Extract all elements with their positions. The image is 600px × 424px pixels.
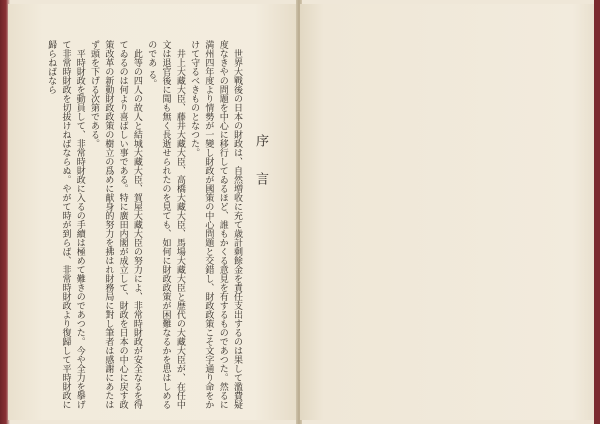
paragraph: 世界大戰後の日本の財政は、自然増收に充て歳計剩餘金を責任支出するのは果して濫費疑度なきやの問題を中心に移行してゐるほど、誰もかくる意見を有するものであつた。然るに満州四年度より情勢が一變し財政が國策の中心問題と交錯し、財政政策こそ文字通り命をかけて守るべきものとなつた。: [189, 40, 242, 409]
paragraph: 井上大藏大臣、藤井大藏大臣、高橋大藏大臣、馬場大藏大臣と歴代の大藏大臣が、在任中文は退官後に聞も無く長逝せられたのを見ても、如何に財政政策が困難なるかを思はしめるのであ る。: [146, 40, 185, 409]
paragraph: 平時財政を動員して、非常時財政に入るの手續は極めて難きのであつた。今や全力を擧げて非常時財政を切拔けねばならぬ。やがて時が到らば、非常時財政より復歸して平時財政に歸らねばなら: [46, 40, 85, 409]
right-page-blank: [300, 4, 596, 420]
page-title: 序 言: [253, 134, 268, 191]
paragraph: 此等の四人の故人と結城大藏大臣、賀屋大藏大臣の努力によ、非常時財政が安全なるを得てゐるのは何より喜ばしい事である。特に廣田内閣が成立して、財政を日本の中心に戻す政策改革の新動財政政策の樹立の爲めに献身的努力を拂はれ財務局に對し筆者は感謝にあたはず頭を下げる次第である。: [89, 40, 142, 409]
preface-text: [32, 40, 244, 412]
book-cover-edge: [594, 0, 600, 424]
left-page: [8, 4, 298, 420]
